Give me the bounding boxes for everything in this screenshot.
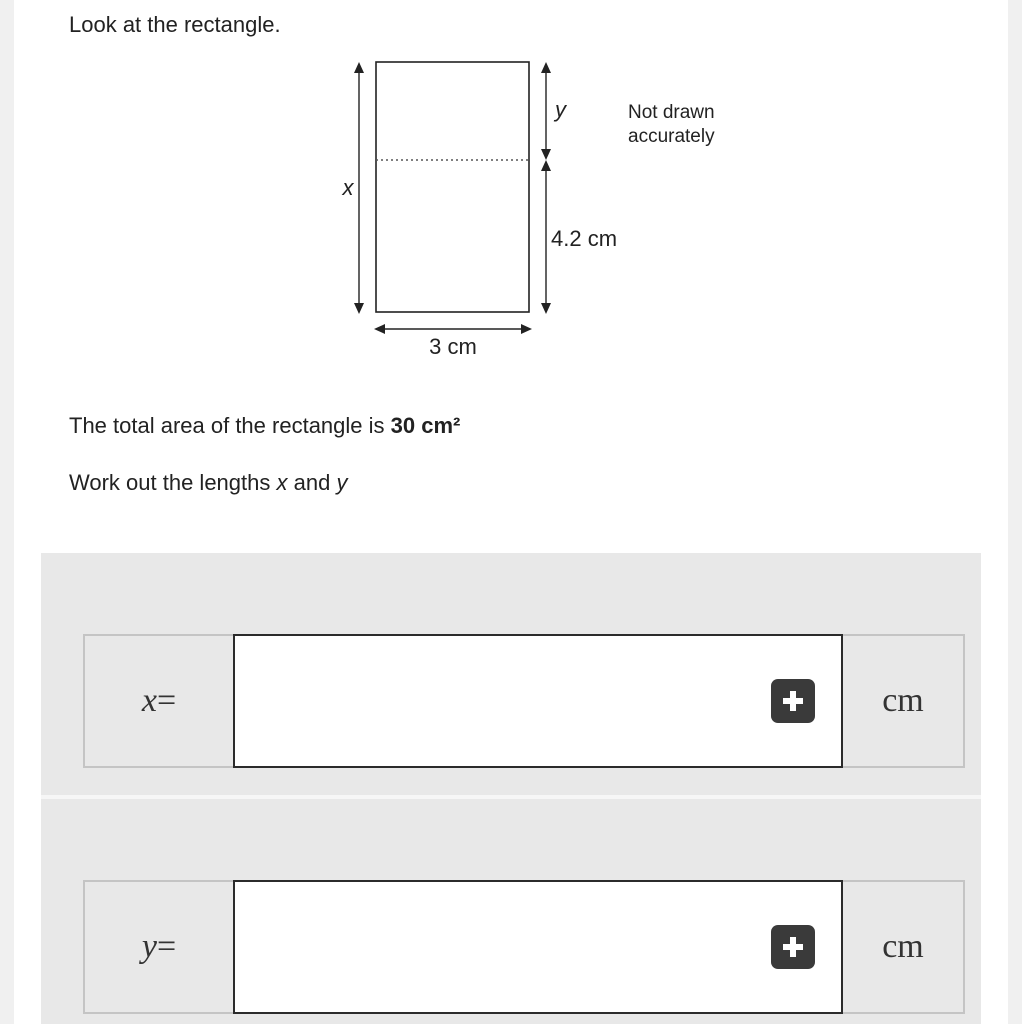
task-prefix: Work out the lengths [69, 470, 277, 495]
task-and: and [287, 470, 337, 495]
answer-input-x[interactable] [233, 634, 843, 768]
label-y: y [555, 97, 566, 122]
answer-equals-y: = [156, 928, 177, 965]
answer-equals-x: = [156, 682, 177, 719]
rectangle-diagram [14, 0, 1008, 400]
answer-input-y[interactable] [233, 880, 843, 1014]
plus-icon [780, 688, 806, 714]
rectangle-shape [376, 62, 529, 312]
answer-unit-x: cm [882, 682, 924, 719]
answer-var-y: y [141, 928, 157, 965]
area-prefix: The total area of the rectangle is [69, 413, 391, 438]
label-width: 3 cm [429, 334, 477, 359]
row-divider [41, 795, 981, 799]
task-var-x: x [276, 470, 288, 495]
answer-label-y [85, 882, 233, 1012]
insert-button-y[interactable] [771, 925, 815, 969]
label-x: x [342, 175, 354, 200]
plus-icon [780, 934, 806, 960]
insert-button-x[interactable] [771, 679, 815, 723]
x-dimension-arrow [354, 62, 364, 314]
answer-row-y [83, 880, 965, 1014]
width-dimension-arrow [374, 324, 532, 334]
segment-dimension-arrow [541, 160, 551, 314]
answer-var-x: x [141, 682, 157, 719]
intro-text: Look at the rectangle. [69, 12, 281, 37]
label-bottom-segment: 4.2 cm [551, 226, 618, 251]
answer-row-x [83, 634, 965, 768]
answer-label-x [85, 636, 233, 766]
note-line-1: Not drawn [628, 102, 715, 123]
task-statement [69, 470, 347, 496]
task-var-y: y [336, 470, 348, 495]
answer-unit-y: cm [882, 928, 924, 965]
question-page [14, 0, 1008, 1024]
note-line-2: accurately [628, 126, 715, 147]
answer-area [41, 553, 981, 1024]
area-value: 30 cm² [390, 413, 461, 438]
y-dimension-arrow [541, 62, 551, 160]
area-statement [69, 413, 460, 439]
